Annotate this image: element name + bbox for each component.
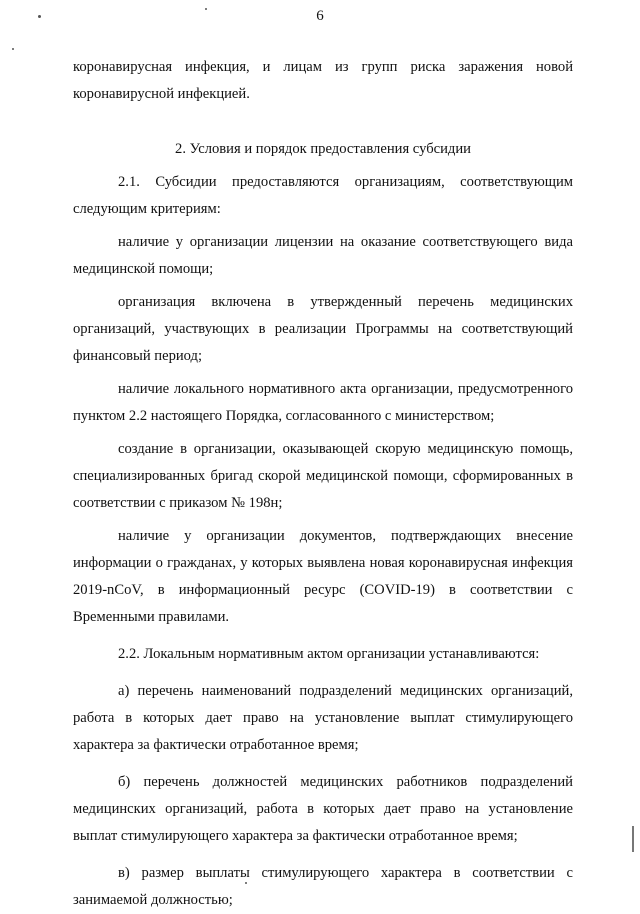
scan-speck <box>38 15 41 18</box>
item-b: б) перечень должностей медицинских работников подразделений медицинских организаций, работа в которых дает право на установление выплат стимулирующего характера за фактически отработанное время; <box>73 774 573 844</box>
paragraph-intro-continuation: коронавирусная инфекция, и лицам из групп риска заражения новой коронавирусной инфекцией. <box>73 59 573 102</box>
criterion-covid-registry: наличие у организации документов, подтверждающих внесение информации о гражданах, у которых выявлена новая коронавирусная инфекция 2019-nCoV, в информационный ресурс (COVID-19) в соответствии с Временными правилами. <box>73 528 573 625</box>
scan-speck <box>12 48 14 50</box>
criterion-ambulance-teams: создание в организации, оказывающей скорую медицинскую помощь, специализированных бригад скорой медицинской помощи, сформированных в соответствии с приказом № 198н; <box>73 441 573 511</box>
criterion-local-act: наличие локального нормативного акта организации, предусмотренного пунктом 2.2 настоящего Порядка, согласованного с министерством; <box>73 381 573 424</box>
clause-2-1: 2.1. Субсидии предоставляются организациям, соответствующим следующим критериям: <box>73 174 573 217</box>
criterion-program-list: организация включена в утвержденный перечень медицинских организаций, участвующих в реализации Программы на соответствующий финансовый период; <box>73 294 573 364</box>
scan-speck <box>205 8 207 10</box>
item-c: в) размер выплаты стимулирующего характера в соответствии с занимаемой должностью; <box>73 865 573 908</box>
criterion-license: наличие у организации лицензии на оказание соответствующего вида медицинской помощи; <box>73 234 573 277</box>
clause-2-2: 2.2. Локальным нормативным актом организации устанавливаются: <box>118 646 540 662</box>
page-number: 6 <box>316 8 324 24</box>
section-heading: 2. Условия и порядок предоставления субсидии <box>175 141 471 157</box>
scan-speck <box>632 826 634 852</box>
item-a: а) перечень наименований подразделений медицинских организаций, работа в которых дает право на установление выплат стимулирующего характера за фактически отработанное время; <box>73 683 573 753</box>
document-body <box>73 54 573 914</box>
